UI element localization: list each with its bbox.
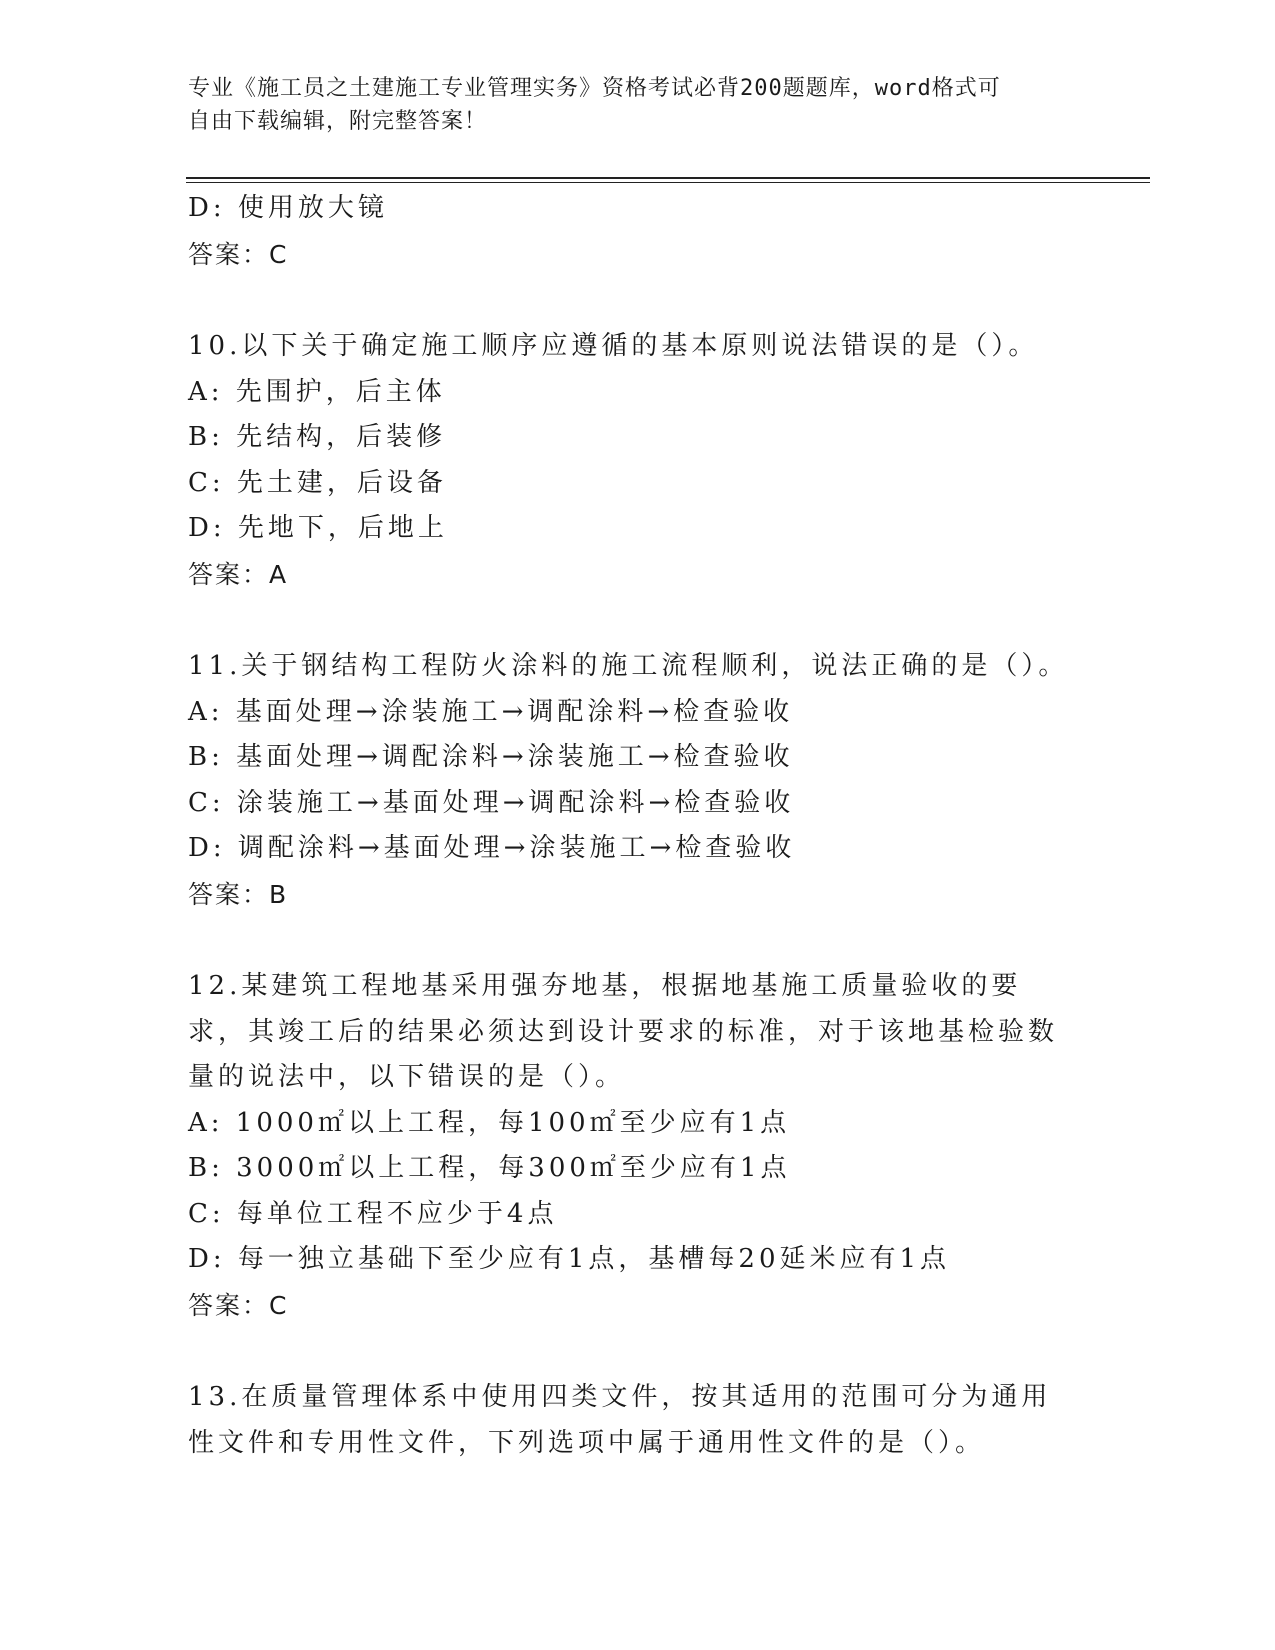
option-c: C: 每单位工程不应少于4点	[188, 1198, 558, 1229]
header-line-2: 自由下载编辑，附完整答案！	[188, 109, 488, 134]
answer: 答案：A	[188, 559, 289, 589]
option-b: B: 3000㎡以上工程，每300㎡至少应有1点	[188, 1153, 791, 1183]
option-d: D: 调配涂料→基面处理→涂装施工→检查验收	[188, 833, 796, 863]
answer: 答案：C	[188, 1290, 289, 1320]
question-stem: 11.关于钢结构工程防火涂料的施工流程顺利，说法正确的是（）。	[188, 651, 1069, 681]
document-header	[188, 72, 1068, 138]
question-stem: 13.在质量管理体系中使用四类文件，按其适用的范围可分为通用性文件和专用性文件，下列选项中属于通用性文件的是（）。	[188, 1382, 1052, 1458]
question-10	[188, 324, 1088, 597]
question-13	[188, 1375, 1088, 1466]
header-rule-thick	[186, 177, 1150, 179]
option-a: A: 基面处理→涂装施工→调配涂料→检查验收	[188, 696, 794, 727]
option-a: A: 1000㎡以上工程，每100㎡至少应有1点	[188, 1107, 791, 1138]
question-list	[188, 186, 1088, 1466]
option-d: D: 使用放大镜	[188, 193, 388, 223]
header-rule-thin	[186, 182, 1150, 183]
option-c: C: 先土建，后设备	[188, 467, 447, 498]
option-d: D: 每一独立基础下至少应有1点，基槽每20延米应有1点	[188, 1244, 951, 1274]
option-d: D: 先地下，后地上	[188, 513, 448, 543]
header-line-1: 专业《施工员之土建施工专业管理实务》资格考试必背200题题库，word格式可	[188, 76, 1001, 101]
question-stem: 12.某建筑工程地基采用强夯地基，根据地基施工质量验收的要求，其竣工后的结果必须达到设计要求的标准，对于该地基检验数量的说法中，以下错误的是（）。	[188, 971, 1059, 1092]
answer: 答案：B	[188, 879, 289, 909]
option-b: B: 基面处理→调配涂料→涂装施工→检查验收	[188, 742, 794, 772]
option-c: C: 涂装施工→基面处理→调配涂料→检查验收	[188, 787, 795, 818]
question-11	[188, 644, 1088, 917]
question-12	[188, 964, 1088, 1328]
answer: 答案：C	[188, 239, 289, 269]
question-stem: 10.以下关于确定施工顺序应遵循的基本原则说法错误的是（）。	[188, 331, 1039, 361]
option-b: B: 先结构，后装修	[188, 422, 447, 452]
option-a: A: 先围护，后主体	[188, 376, 446, 407]
